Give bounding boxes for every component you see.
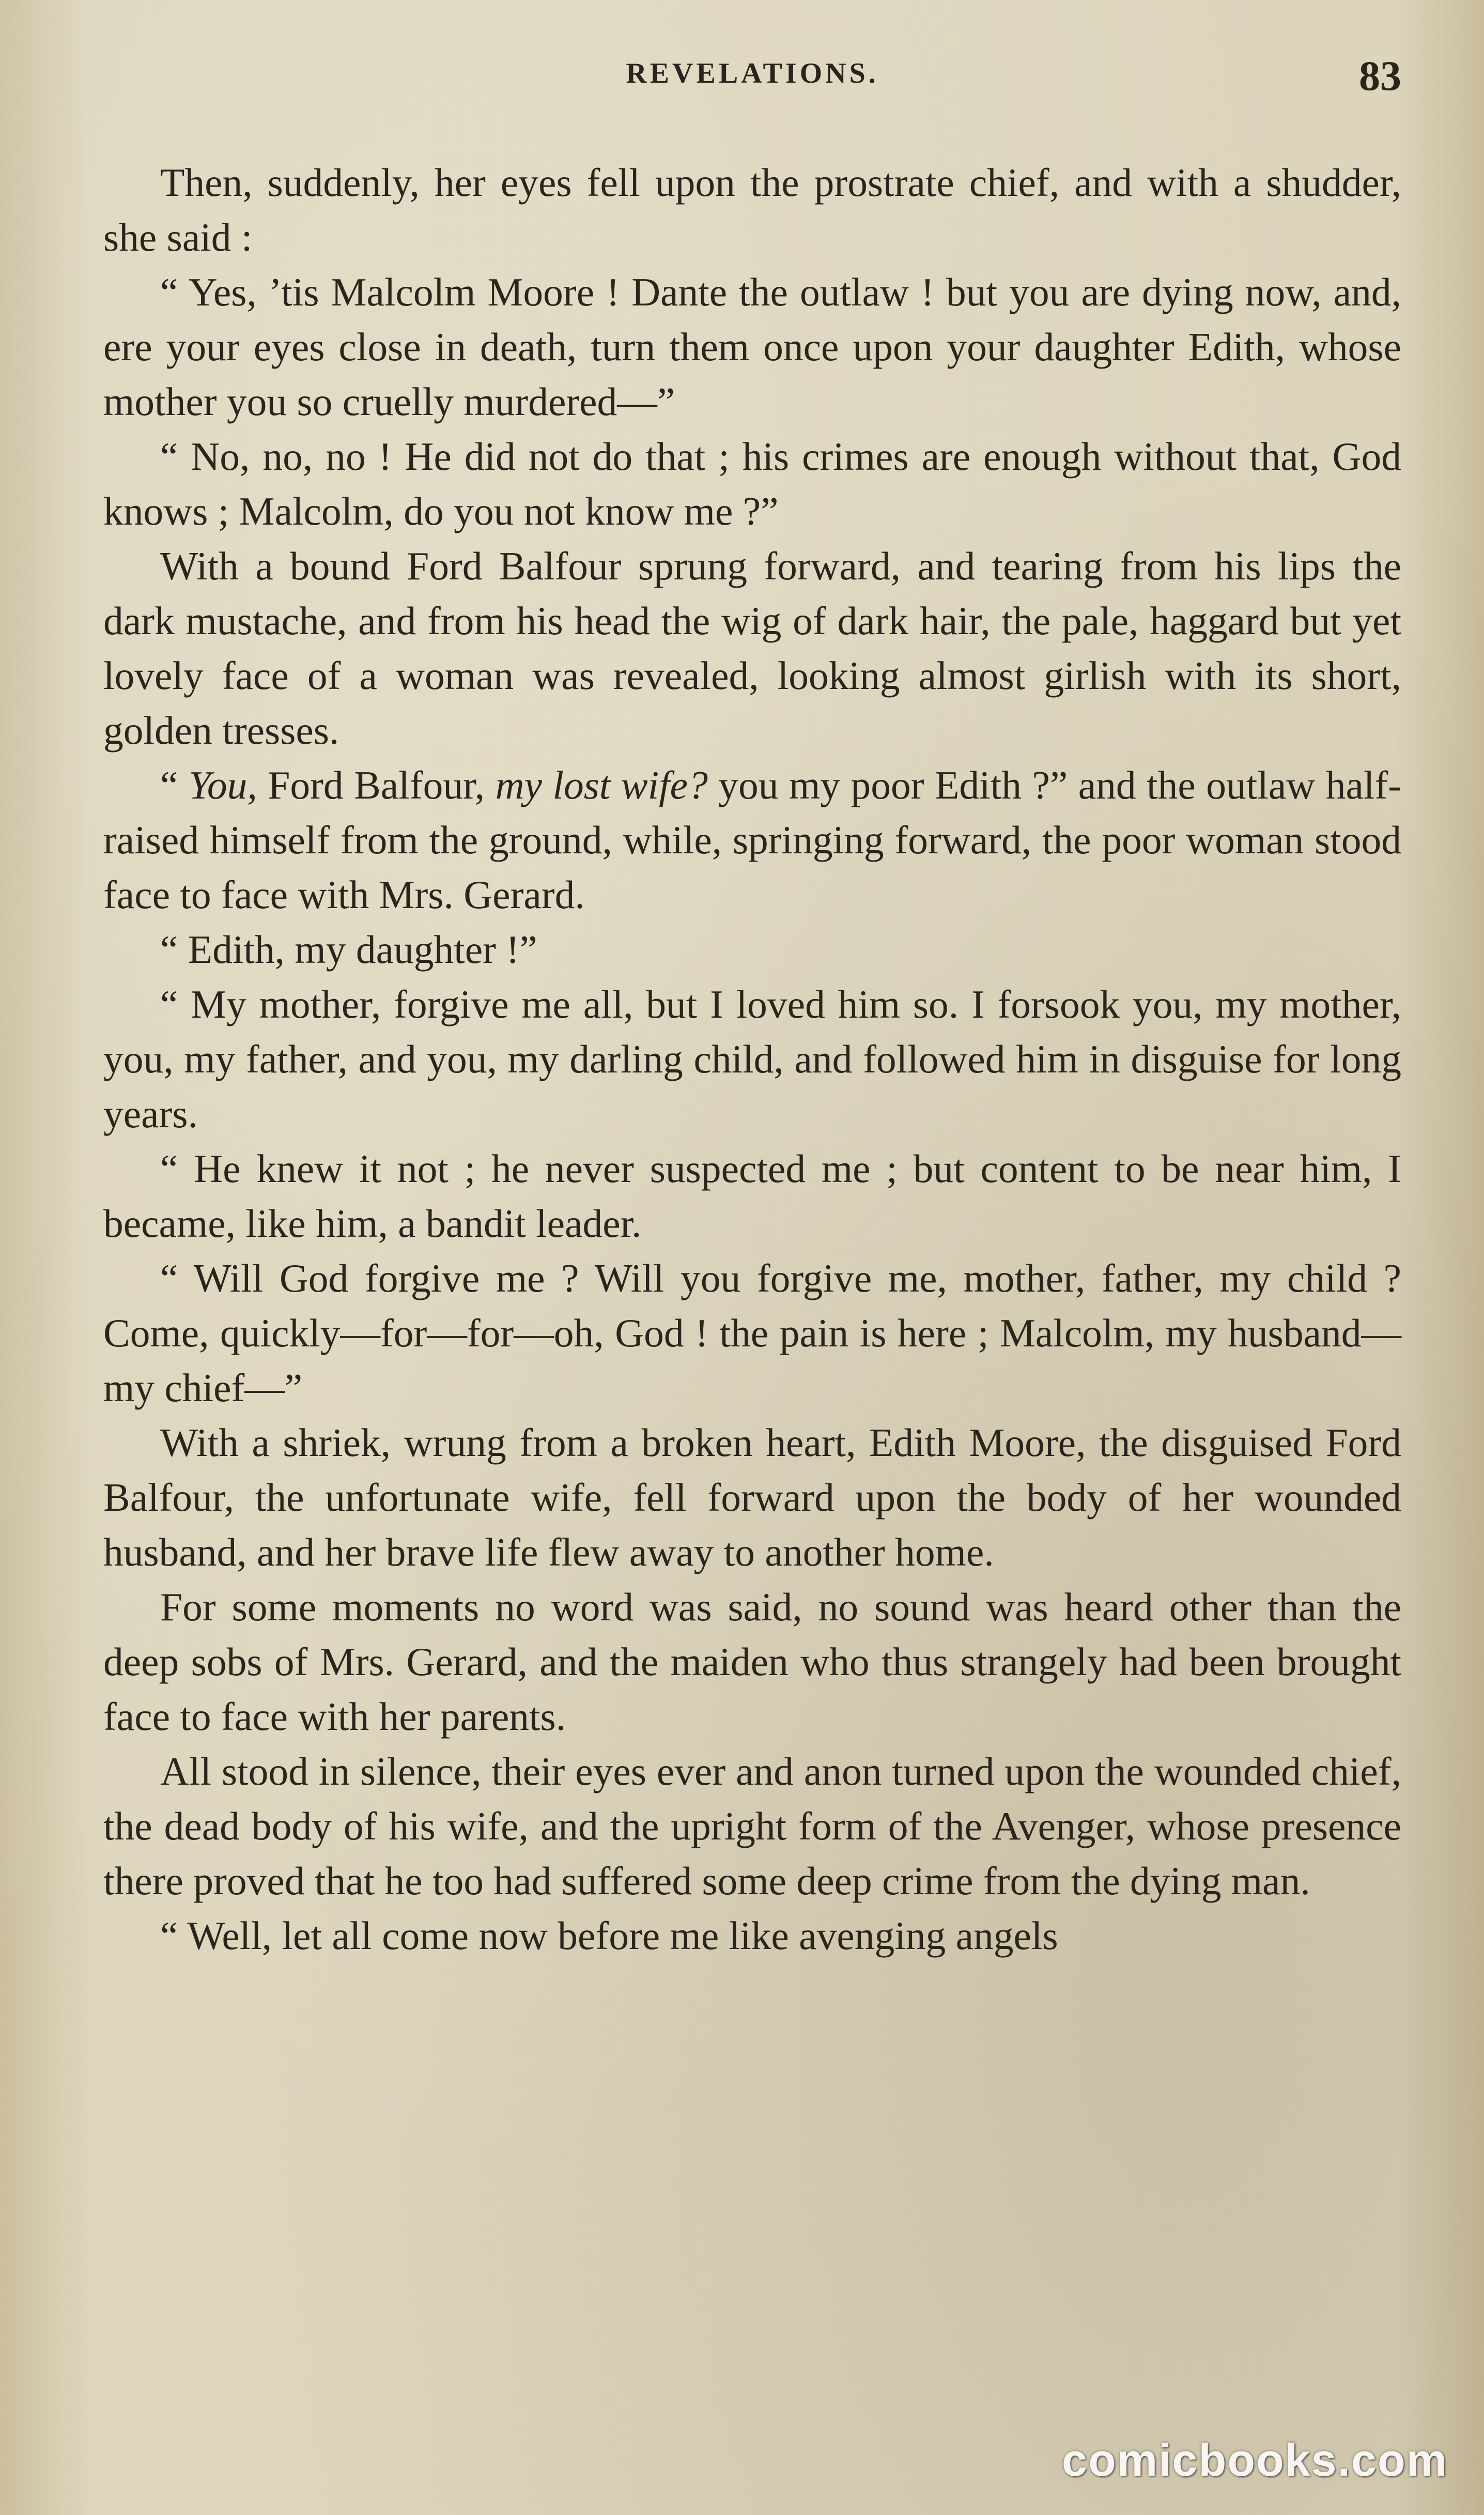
paragraph: With a shriek, wrung from a broken heart, Edith Moore, the disguised Ford Balfour, the unfortunate wife, fell forward upon the body of her wounded husband, and her brave life flew away to another home. xyxy=(103,1420,1401,1574)
italic-lost-wife: my lost wife? xyxy=(495,763,708,807)
paragraph: “ Edith, my daughter !” xyxy=(160,927,537,972)
page-number: 83 xyxy=(1359,52,1401,99)
paragraph: “ Will God forgive me ? Will you forgive me, mother, father, my child ? Come, quickly—for—for—oh, God ! the pain is here ; Malcolm, my husband—my chief—” xyxy=(103,1256,1401,1410)
watermark: comicbooks.com xyxy=(1062,2434,1448,2486)
paragraph: “ Yes, ’tis Malcolm Moore ! Dante the outlaw ! but you are dying now, and, ere your eyes close in death, turn them once upon your daughter Edith, whose mother you so cruelly murdered—” xyxy=(103,270,1401,424)
paragraph: “ He knew it not ; he never suspected me ; but content to be near him, I became, like him, a bandit leader. xyxy=(103,1146,1401,1246)
paragraph: Then, suddenly, her eyes fell upon the prostrate chief, and with a shudder, she said : xyxy=(103,160,1401,259)
paragraph: “ No, no, no ! He did not do that ; his crimes are enough without that, God knows ; Malcolm, do you not know me ?” xyxy=(103,434,1401,533)
paragraph: “ Well, let all come now before me like avenging angels xyxy=(160,1913,1058,1958)
body-text xyxy=(103,155,1401,1963)
paragraph xyxy=(103,758,1401,922)
paragraph: With a bound Ford Balfour sprung forward, and tearing from his lips the dark mustache, and from his head the wig of dark hair, the pale, haggard but yet lovely face of a woman was revealed, looking almost girlish with its short, golden tresses. xyxy=(103,544,1401,753)
quote-mark: “ xyxy=(160,763,189,807)
paragraph: All stood in silence, their eyes ever and anon turned upon the wounded chief, the dead body of his wife, and the upright form of the Avenger, whose presence there proved that he too had suffered some deep crime from the dying man. xyxy=(103,1749,1401,1903)
text-span: you my poor Edith ?” and the outlaw half-raised himself from the ground, while, springing forward, the poor woman stood face to face with Mrs. Gerard. xyxy=(103,763,1401,917)
running-head: REVELATIONS. xyxy=(626,57,879,89)
italic-you: You, xyxy=(188,763,257,807)
paragraph: “ My mother, forgive me all, but I loved him so. I forsook you, my mother, you, my father, and you, my darling child, and followed him in disguise for long years. xyxy=(103,982,1401,1136)
paragraph: For some moments no word was said, no sound was heard other than the deep sobs of Mrs. Gerard, and the maiden who thus strangely had been brought face to face with her parents. xyxy=(103,1585,1401,1739)
page-header xyxy=(103,52,1401,109)
text-span: Ford Balfour, xyxy=(257,763,496,807)
